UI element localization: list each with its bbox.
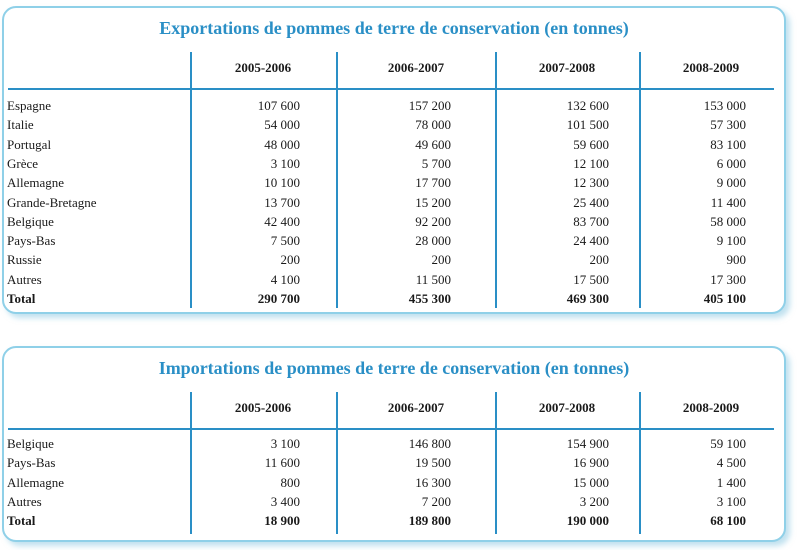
imports-cell-value: 3 400	[270, 493, 300, 509]
exports-row-label: Pays-Bas	[7, 233, 56, 249]
exports-row-label: Autres	[7, 271, 42, 287]
exports-table-row	[4, 137, 784, 156]
exports-cell-value: 4 100	[270, 271, 300, 287]
exports-cell-value: 200	[431, 252, 451, 268]
imports-total-label: Total	[7, 513, 36, 529]
imports-cell-value: 16 300	[415, 474, 451, 490]
exports-cell-value: 107 600	[257, 98, 300, 113]
exports-cell-value: 17 700	[415, 175, 451, 191]
imports-table-title: Importations de pommes de terre de conservation (en tonnes)	[158, 358, 630, 378]
exports-cell-value: 42 400	[264, 213, 300, 229]
exports-column-header: 2008-2009	[682, 60, 740, 75]
exports-cell-value: 405 100	[703, 291, 746, 306]
exports-cell-value: 9 100	[716, 233, 746, 249]
exports-table-row	[4, 214, 784, 233]
exports-table-row	[4, 156, 784, 175]
exports-table-title: Exportations de pommes de terre de conservation (en tonnes)	[159, 18, 629, 38]
exports-cell-value: 78 000	[415, 117, 451, 133]
imports-cell-value: 189 800	[408, 513, 451, 529]
imports-cell-value: 154 900	[566, 436, 609, 451]
exports-column-header: 2007-2008	[538, 60, 596, 75]
imports-cell-value: 4 500	[716, 455, 746, 471]
exports-row-label: Grèce	[7, 155, 39, 171]
imports-column-header: 2005-2006	[234, 400, 292, 415]
exports-cell-value: 153 000	[703, 98, 746, 113]
exports-table-row	[4, 233, 784, 252]
imports-table-row	[4, 436, 784, 455]
exports-cell-value: 54 000	[264, 117, 300, 133]
exports-cell-value: 58 000	[710, 213, 746, 229]
exports-cell-value: 11 500	[415, 271, 451, 287]
imports-cell-value: 15 000	[573, 474, 609, 490]
exports-row-label: Grande-Bretagne	[7, 194, 97, 210]
imports-cell-value: 59 100	[710, 436, 746, 451]
exports-cell-value: 455 300	[408, 291, 451, 306]
exports-column-header: 2006-2007	[387, 60, 445, 75]
imports-cell-value: 3 100	[270, 436, 300, 451]
imports-cell-value: 16 900	[573, 455, 609, 471]
exports-cell-value: 101 500	[566, 117, 609, 133]
exports-cell-value: 59 600	[573, 136, 609, 152]
imports-cell-value: 18 900	[264, 513, 300, 529]
exports-row-label: Espagne	[7, 98, 52, 113]
imports-cell-value: 3 200	[579, 493, 609, 509]
exports-row-label: Belgique	[7, 213, 54, 229]
exports-cell-value: 15 200	[415, 194, 451, 210]
exports-table-row	[4, 195, 784, 214]
exports-table-row	[4, 117, 784, 136]
imports-cell-value: 19 500	[415, 455, 451, 471]
exports-cell-value: 6 000	[716, 155, 746, 171]
exports-cell-value: 13 700	[264, 194, 300, 210]
imports-cell-value: 11 600	[264, 455, 300, 471]
exports-cell-value: 3 100	[270, 155, 300, 171]
exports-cell-value: 83 700	[573, 213, 609, 229]
exports-row-label: Italie	[7, 117, 34, 133]
exports-cell-value: 7 500	[270, 233, 300, 249]
exports-total-row	[4, 291, 784, 310]
exports-cell-value: 25 400	[573, 194, 609, 210]
exports-cell-value: 17 500	[573, 271, 609, 287]
exports-cell-value: 24 400	[573, 233, 609, 249]
exports-cell-value: 17 300	[710, 271, 746, 287]
imports-cell-value: 1 400	[716, 474, 746, 490]
exports-cell-value: 200	[589, 252, 609, 268]
exports-cell-value: 92 200	[415, 213, 451, 229]
imports-column-header: 2006-2007	[387, 400, 445, 415]
exports-total-label: Total	[7, 291, 36, 306]
exports-cell-value: 5 700	[421, 155, 451, 171]
exports-column-header: 2005-2006	[234, 60, 292, 75]
exports-cell-value: 28 000	[415, 233, 451, 249]
imports-cell-value: 68 100	[710, 513, 746, 529]
exports-header-rule	[8, 88, 774, 90]
exports-cell-value: 469 300	[566, 291, 609, 306]
exports-cell-value: 11 400	[710, 194, 746, 210]
imports-table-row	[4, 455, 784, 474]
imports-table-row	[4, 475, 784, 494]
imports-cell-value: 146 800	[408, 436, 451, 451]
exports-cell-value: 49 600	[415, 136, 451, 152]
exports-row-label: Allemagne	[7, 175, 65, 191]
exports-cell-value: 48 000	[264, 136, 300, 152]
exports-table-row	[4, 98, 784, 117]
imports-cell-value: 800	[280, 474, 300, 490]
imports-total-row	[4, 513, 784, 532]
exports-cell-value: 10 100	[264, 175, 300, 191]
imports-table-row	[4, 494, 784, 513]
imports-header-rule	[8, 428, 774, 430]
exports-cell-value: 9 000	[716, 175, 746, 191]
exports-cell-value: 12 100	[573, 155, 609, 171]
imports-cell-value: 190 000	[566, 513, 609, 529]
exports-cell-value: 200	[280, 252, 300, 268]
imports-cell-value: 3 100	[716, 493, 746, 509]
exports-table-card	[2, 6, 786, 314]
imports-column-header: 2008-2009	[682, 400, 740, 415]
exports-table-row	[4, 272, 784, 291]
exports-cell-value: 290 700	[257, 291, 300, 306]
imports-cell-value: 7 200	[421, 493, 451, 509]
imports-row-label: Pays-Bas	[7, 455, 56, 471]
exports-cell-value: 157 200	[408, 98, 451, 113]
imports-row-label: Belgique	[7, 436, 54, 451]
exports-cell-value: 900	[726, 252, 746, 268]
imports-table-card	[2, 346, 786, 542]
imports-column-header: 2007-2008	[538, 400, 596, 415]
exports-row-label: Russie	[7, 252, 42, 268]
exports-cell-value: 12 300	[573, 175, 609, 191]
imports-row-label: Allemagne	[7, 474, 65, 490]
exports-cell-value: 57 300	[710, 117, 746, 133]
exports-table-row	[4, 252, 784, 271]
exports-table-row	[4, 175, 784, 194]
exports-cell-value: 83 100	[710, 136, 746, 152]
exports-cell-value: 132 600	[566, 98, 609, 113]
imports-row-label: Autres	[7, 493, 42, 509]
exports-row-label: Portugal	[7, 136, 52, 152]
